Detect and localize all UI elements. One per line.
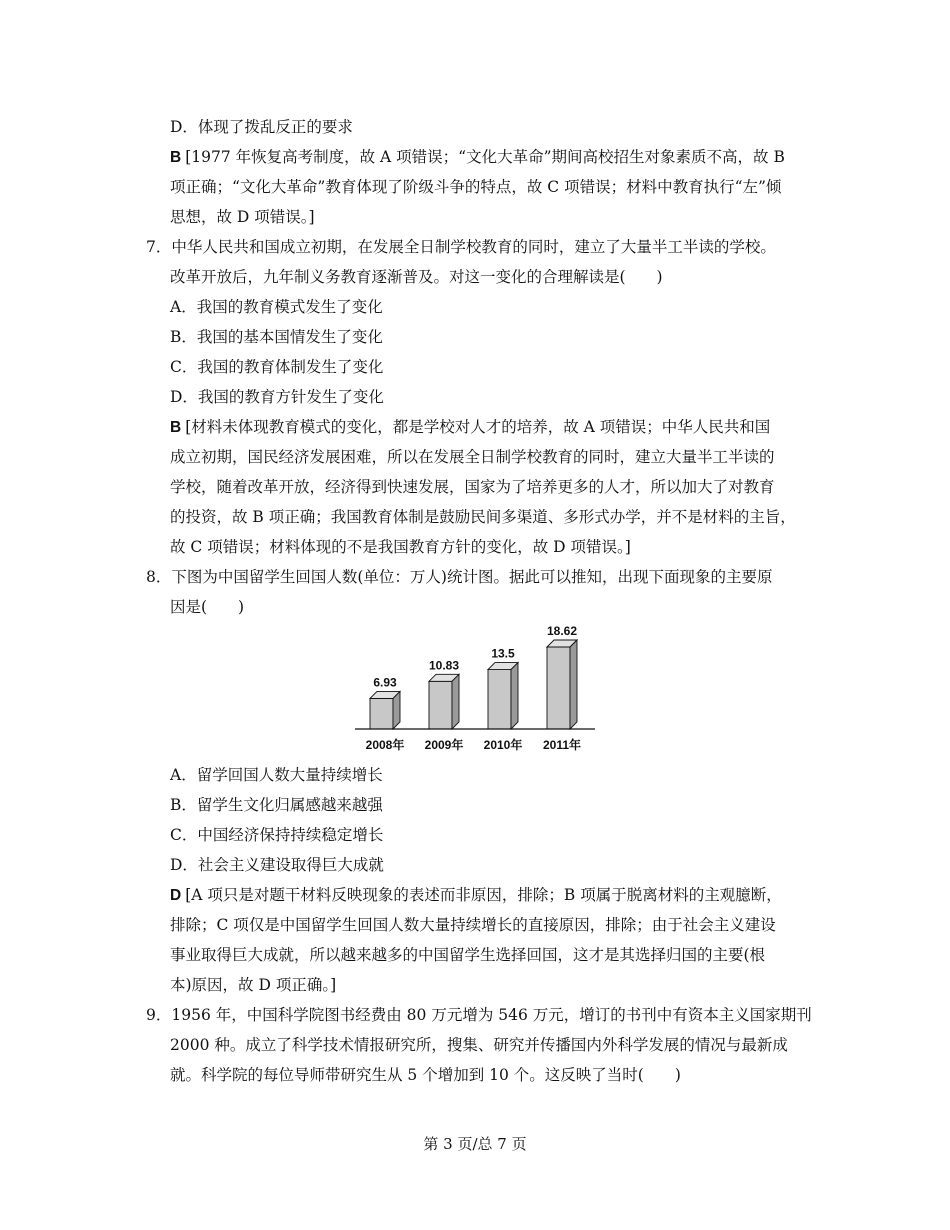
page-footer: 第 3 页/总 7 页 — [423, 1135, 527, 1153]
q8-answer-letter: D — [170, 887, 182, 904]
bar-1 — [370, 691, 400, 729]
q6-option-d: D．体现了拨乱反正的要求 — [170, 118, 353, 136]
bar-side — [570, 640, 577, 729]
bar-side — [393, 691, 400, 729]
q7-option-b: B．我国的基本国情发生了变化 — [170, 328, 383, 346]
q8-option-c: C．中国经济保持持续稳定增长 — [170, 826, 384, 844]
q6-explanation-line-2: 项正确；“文化大革命”教育体现了阶级斗争的特点，故 C 项错误；材料中教育执行“左”倾 — [170, 178, 782, 196]
q8-stem-line-2: 因是( ) — [170, 598, 245, 616]
value-label: 13.5 — [491, 646, 515, 661]
q7-explanation-line-3: 学校，随着改革开放，经济得到快速发展，国家为了培养更多的人才，所以加大了对教育 — [170, 478, 775, 496]
q7-option-d: D．我国的教育方针发生了变化 — [170, 388, 384, 406]
q6-answer-letter: B — [170, 149, 182, 166]
value-label: 18.62 — [546, 624, 578, 638]
q6-explanation-line-3: 思想，故 D 项错误。] — [170, 208, 315, 226]
bar-front — [547, 647, 570, 729]
q7-explanation-line-2: 成立初期，国民经济发展困难，所以在发展全日制学校教育的同时，建立大量半工半读的 — [170, 448, 775, 466]
bar-side — [511, 663, 518, 729]
q7-stem-line-1: 7．中华人民共和国成立初期，在发展全日制学校教育的同时，建立了大量半工半读的学校。 — [146, 238, 776, 256]
category-label: 2010年 — [483, 738, 523, 752]
q8-explanation-line-1: D [A 项只是对题干材料反映现象的表述而非原因，排除；B 项属于脱离材料的主观臆断， — [170, 886, 782, 904]
bar-3 — [488, 663, 518, 729]
bar-2 — [429, 674, 459, 729]
value-label: 6.93 — [373, 675, 397, 690]
bar-front — [429, 681, 452, 729]
q9-stem-line-1: 9．1956 年，中国科学院图书经费由 80 万元增为 546 万元，增订的书刊中有资本主义国家期刊 — [146, 1006, 812, 1024]
bar-side — [452, 674, 459, 729]
q7-explanation-line-1: B [材料未体现教育模式的变化，都是学校对人才的培养，故 A 项错误；中华人民共和国 — [170, 418, 771, 436]
category-label: 2011年 — [542, 738, 582, 752]
q9-stem-line-2: 2000 种。成立了科学技术情报研究所，搜集、研究并传播国内外科学发展的情况与最新成 — [170, 1036, 788, 1054]
returnee-bar-chart — [355, 622, 595, 757]
bar-front — [370, 698, 393, 729]
q7-stem-line-2: 改革开放后，九年制义务教育逐渐普及。对这一变化的合理解读是( ) — [170, 268, 663, 286]
q7-explanation-line-4: 的投资，故 B 项正确；我国教育体制是鼓励民间多渠道、多形式办学，并不是材料的主旨， — [170, 508, 796, 526]
q7-option-c: C．我国的教育体制发生了变化 — [170, 358, 384, 376]
q8-option-b: B．留学生文化归属感越来越强 — [170, 796, 383, 814]
q8-explanation-line-4: 本)原因，故 D 项正确。] — [170, 976, 337, 994]
q6-explanation-line-1: B [1977 年恢复高考制度，故 A 项错误；“文化大革命”期间高校招生对象素质不高，故 B — [170, 148, 785, 166]
value-label: 10.83 — [428, 658, 460, 673]
category-label: 2009年 — [424, 738, 464, 752]
q9-stem-line-3: 就。科学院的每位导师带研究生从 5 个增加到 10 个。这反映了当时( ) — [170, 1066, 681, 1084]
q8-stem-line-1: 8．下图为中国留学生回国人数(单位：万人)统计图。据此可以推知，出现下面现象的主要原 — [146, 568, 773, 586]
category-label: 2008年 — [365, 738, 405, 752]
q8-explanation-line-3: 事业取得巨大成就，所以越来越多的中国留学生选择回国，这才是其选择归国的主要(根 — [170, 946, 766, 964]
q8-option-d: D．社会主义建设取得巨大成就 — [170, 856, 384, 874]
q7-explanation-line-5: 故 C 项错误；材料体现的不是我国教育方针的变化，故 D 项错误。] — [170, 538, 631, 556]
bar-4 — [547, 640, 577, 729]
q8-option-a: A．留学回国人数大量持续增长 — [170, 766, 383, 784]
q7-answer-letter: B — [170, 419, 182, 436]
q8-explanation-line-2: 排除；C 项仅是中国留学生回国人数大量持续增长的直接原因，排除；由于社会主义建设 — [170, 916, 776, 934]
q7-option-a: A．我国的教育模式发生了变化 — [170, 298, 383, 316]
bar-front — [488, 670, 511, 729]
